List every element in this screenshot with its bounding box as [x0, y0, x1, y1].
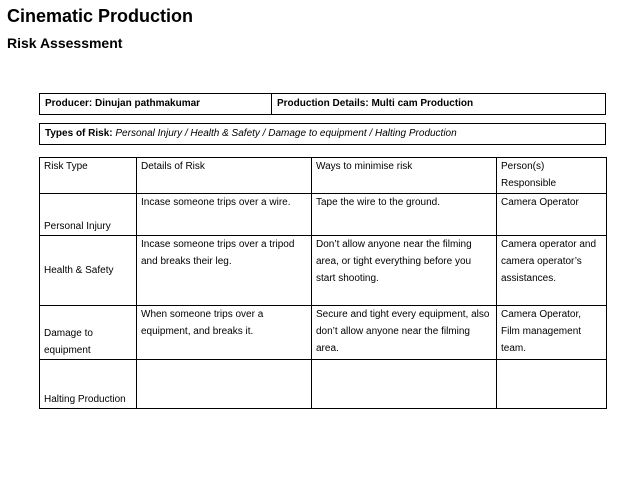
types-of-risk-value: Personal Injury / Health & Safety / Damage to equipment / Halting Production: [115, 128, 457, 139]
table-row: [40, 236, 607, 306]
production-details-value: Multi cam Production: [371, 98, 474, 109]
producer-info-box: [39, 93, 606, 115]
production-details-label: Production Details:: [277, 98, 369, 109]
table-header-row: [40, 158, 607, 194]
risk-table: [39, 157, 607, 409]
page-subtitle: Risk Assessment: [7, 35, 123, 51]
risk-type-cell: Damage to equipment: [40, 306, 137, 360]
ways-cell: Tape the wire to the ground.: [312, 194, 497, 236]
persons-cell: Camera Operator: [497, 194, 607, 236]
page-title: Cinematic Production: [7, 6, 194, 26]
table-row: [40, 194, 607, 236]
header-persons-responsible: Person(s) Responsible: [497, 158, 607, 194]
header-risk-type: Risk Type: [40, 158, 137, 194]
details-cell: Incase someone trips over a wire.: [137, 194, 312, 236]
ways-cell: Secure and tight every equipment, also don’t allow anyone near the filming area.: [312, 306, 497, 360]
table-row: [40, 360, 607, 409]
details-cell: Incase someone trips over a tripod and breaks their leg.: [137, 236, 312, 306]
details-cell: [137, 360, 312, 409]
risk-type-cell: Halting Production: [40, 360, 137, 409]
persons-cell: [497, 360, 607, 409]
header-details-of-risk: Details of Risk: [137, 158, 312, 194]
risk-type-cell: Personal Injury: [40, 194, 137, 236]
persons-cell: Camera Operator, Film management team.: [497, 306, 607, 360]
table-row: [40, 306, 607, 360]
details-cell: When someone trips over a equipment, and breaks it.: [137, 306, 312, 360]
producer-label: Producer:: [45, 98, 93, 109]
producer-cell: [40, 94, 272, 114]
ways-cell: [312, 360, 497, 409]
producer-value: Dinujan pathmakumar: [95, 98, 201, 109]
types-of-risk-box: [39, 123, 606, 145]
persons-cell: Camera operator and camera operator’s assistances.: [497, 236, 607, 306]
ways-cell: Don’t allow anyone near the filming area, or tight everything before you start shooting.: [312, 236, 497, 306]
types-of-risk-label: Types of Risk:: [45, 128, 113, 139]
risk-type-cell: Health & Safety: [40, 236, 137, 306]
production-details-cell: [272, 94, 605, 114]
header-ways-to-minimise: Ways to minimise risk: [312, 158, 497, 194]
